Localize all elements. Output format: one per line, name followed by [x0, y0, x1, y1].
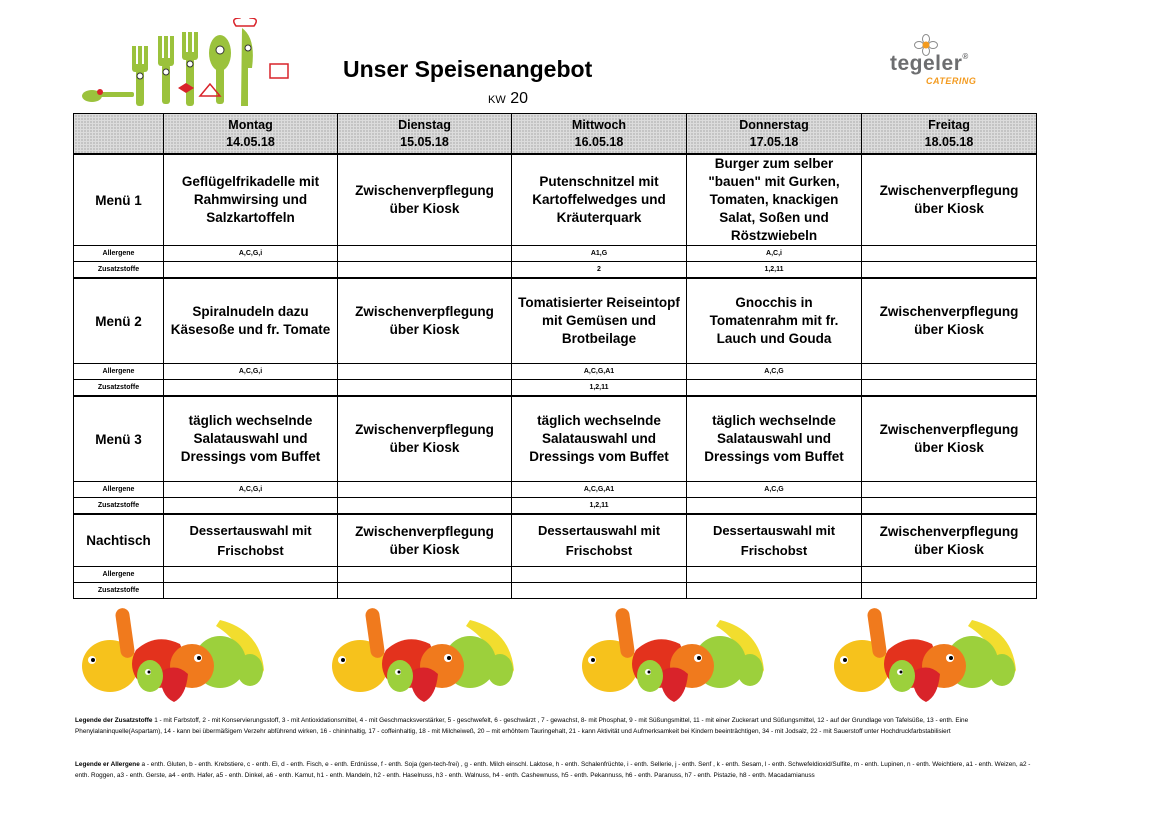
allergens-legend-text: a - enth. Gluten, b - enth. Krebstiere, c - enth. Ei, d - enth. Fisch, e - enth. Erdnüsse, f - enth. Soja (gen-tech-frei) , g - enth. Milch einschl. Laktose, h - enth. Schalenfrüchte, i - enth. Sellerie, j - enth. Senf , k - enth. Sesam, l - enth. Schwefeldioxid/Sulfite, m - enth. Lupinen, n - enth. Weichtiere, a1 - enth. Weizen, a2 - enth. Roggen, a3 - enth. Gerste, a4 - enth. Hafer, a5 - enth. Dinkel, a6 - enth. Kamut, h1 - enth. Mandeln, h2 - enth. Haselnuss, h3 - enth. Walnuss, h4 - enth. Cashewnuss, h5 - enth. Pekannuss, h6 - enth. Paranuss, h7 - enth. Pistazie, h8 - enth. Macadamianuss [75, 761, 1031, 779]
zusatzstoffe-row [74, 262, 1037, 279]
allergene-value [862, 567, 1037, 583]
fruit-group-image [320, 600, 526, 706]
zusatzstoffe-value [338, 498, 512, 515]
allergene-value: A,C,G,A1 [512, 364, 687, 380]
menu-table [73, 113, 1037, 599]
brand-name: tegeler® [890, 52, 969, 75]
dish-cell: Zwischenverpflegung über Kiosk [338, 154, 512, 246]
dish-cell: Spiralnudeln dazu Käsesoße und fr. Tomate [164, 278, 338, 364]
dish-cell: Gnocchis in Tomatenrahm mit fr. Lauch und Gouda [687, 278, 862, 364]
zusatzstoffe-value [164, 262, 338, 279]
dish-cell: Putenschnitzel mit Kartoffelwedges und Kräuterquark [512, 154, 687, 246]
allergene-value: A,C,G,A1 [512, 482, 687, 498]
calendar-week-label: KW [488, 94, 506, 106]
allergene-value: A,C,i [687, 246, 862, 262]
dish-cell: Zwischenverpflegung über Kiosk [338, 514, 512, 567]
zusatzstoffe-value [687, 380, 862, 397]
zusatzstoffe-value [338, 583, 512, 599]
dish-cell: Tomatisierter Reiseintopf mit Gemüsen und Brotbeilage [512, 278, 687, 364]
allergene-value: A,C,G [687, 364, 862, 380]
allergene-label: Allergene [74, 482, 164, 498]
zusatzstoffe-row [74, 380, 1037, 397]
dish-cell: Zwischenverpflegung über Kiosk [862, 154, 1037, 246]
allergene-value [512, 567, 687, 583]
menu-label: Nachtisch [74, 514, 164, 567]
additives-legend-text: 1 - mit Farbstoff, 2 - mit Konservierungsstoff, 3 - mit Antioxidationsmittel, 4 - mit Geschmacksverstärker, 5 - geschwefelt, 6 - geschwärzt , 7 - gewachst, 8- mit Phosphat, 9 - mit Süßungsmittel, 11 - mit einer Zuckerart und Süßungsmittel, 12 - auf der Grundlage von Tafelsüße, 13 - enth. Eine Phenylalaninquelle(Aspartam), 14 - kann bei übermäßigem Verzehr abführend wirken, 16 - chininhaltig, 17 - coffeinhaltig, 18 - mit Milcheiweß, 20 – mit erhöhtem Tauringehalt, 21 - kann Aktivität und Aufmerksamkeit bei Kindern beeinträchtigen, 34 - mit Jodsalz, 22 - mit Sauerstoff unter Hochdruckfarbstabilisiert [75, 717, 969, 735]
zusatzstoffe-value [164, 583, 338, 599]
menu-row [74, 514, 1037, 567]
dish-cell: täglich wechselnde Salatauswahl und Dressings vom Buffet [512, 396, 687, 482]
dish-cell: Zwischenverpflegung über Kiosk [862, 396, 1037, 482]
allergene-label: Allergene [74, 567, 164, 583]
dish-cell: Burger zum selber "bauen" mit Gurken, Tomaten, knackigen Salat, Soßen und Röstzwiebeln [687, 154, 862, 246]
day-header: Mittwoch 16.05.18 [512, 114, 687, 155]
zusatzstoffe-value [338, 262, 512, 279]
calendar-week-number: 20 [510, 90, 528, 107]
allergene-value [338, 246, 512, 262]
additives-legend [75, 716, 1035, 737]
tegeler-catering-logo [886, 34, 986, 90]
zusatzstoffe-value: 1,2,11 [687, 262, 862, 279]
allergene-value: A,C,G,i [164, 482, 338, 498]
dish-cell: Zwischenverpflegung über Kiosk [338, 396, 512, 482]
fruit-group-image [822, 600, 1028, 706]
dish-cell: täglich wechselnde Salatauswahl und Dressings vom Buffet [164, 396, 338, 482]
day-header: Donnerstag 17.05.18 [687, 114, 862, 155]
zusatzstoffe-label: Zusatzstoffe [74, 262, 164, 279]
allergene-value: A,C,G,i [164, 364, 338, 380]
allergene-value [338, 364, 512, 380]
zusatzstoffe-label: Zusatzstoffe [74, 583, 164, 599]
additives-legend-title: Legende der Zusatzstoffe [75, 717, 153, 724]
calendar-week [488, 90, 528, 108]
allergene-value [164, 567, 338, 583]
zusatzstoffe-value [687, 583, 862, 599]
fruit-group-image [70, 600, 276, 706]
day-header: Dienstag 15.05.18 [338, 114, 512, 155]
menu-label: Menü 2 [74, 278, 164, 364]
allergene-value [862, 246, 1037, 262]
fruit-decoration-row [70, 600, 1030, 708]
allergene-row [74, 364, 1037, 380]
fruit-group-image [570, 600, 776, 706]
allergens-legend [75, 760, 1035, 781]
allergene-row [74, 567, 1037, 583]
zusatzstoffe-value [862, 498, 1037, 515]
dish-cell: Geflügelfrikadelle mit Rahmwirsing und Salzkartoffeln [164, 154, 338, 246]
allergens-legend-title: Legende er Allergene [75, 761, 140, 768]
day-header: Freitag 18.05.18 [862, 114, 1037, 155]
zusatzstoffe-row [74, 583, 1037, 599]
day-header-row [74, 114, 1037, 155]
zusatzstoffe-value [164, 498, 338, 515]
zusatzstoffe-value: 2 [512, 262, 687, 279]
allergene-value [862, 364, 1037, 380]
header-corner [74, 114, 164, 155]
day-header: Montag 14.05.18 [164, 114, 338, 155]
menu-label: Menü 1 [74, 154, 164, 246]
allergene-row [74, 246, 1037, 262]
allergene-value [338, 567, 512, 583]
zusatzstoffe-value [862, 583, 1037, 599]
zusatzstoffe-value [338, 380, 512, 397]
allergene-row [74, 482, 1037, 498]
allergene-label: Allergene [74, 246, 164, 262]
allergene-label: Allergene [74, 364, 164, 380]
brand-subtitle: CATERING [926, 76, 977, 86]
dish-cell: Zwischenverpflegung über Kiosk [862, 514, 1037, 567]
dish-cell: Zwischenverpflegung über Kiosk [338, 278, 512, 364]
zusatzstoffe-value: 1,2,11 [512, 380, 687, 397]
allergene-value: A,C,G [687, 482, 862, 498]
dish-cell: Dessertauswahl mit Frischobst [512, 514, 687, 567]
menu-row [74, 278, 1037, 364]
allergene-value: A1,G [512, 246, 687, 262]
menu-row [74, 396, 1037, 482]
zusatzstoffe-value [512, 583, 687, 599]
zusatzstoffe-row [74, 498, 1037, 515]
allergene-value [862, 482, 1037, 498]
dish-cell: Zwischenverpflegung über Kiosk [862, 278, 1037, 364]
menu-row [74, 154, 1037, 246]
dish-cell: Dessertauswahl mit Frischobst [687, 514, 862, 567]
zusatzstoffe-value: 1,2,11 [512, 498, 687, 515]
allergene-value [687, 567, 862, 583]
zusatzstoffe-value [862, 262, 1037, 279]
zusatzstoffe-value [164, 380, 338, 397]
zusatzstoffe-label: Zusatzstoffe [74, 380, 164, 397]
dish-cell: täglich wechselnde Salatauswahl und Dressings vom Buffet [687, 396, 862, 482]
allergene-value [338, 482, 512, 498]
dish-cell: Dessertauswahl mit Frischobst [164, 514, 338, 567]
page-title: Unser Speisenangebot [343, 56, 593, 82]
zusatzstoffe-label: Zusatzstoffe [74, 498, 164, 515]
menu-label: Menü 3 [74, 396, 164, 482]
zusatzstoffe-value [862, 380, 1037, 397]
cutlery-figures-logo [70, 18, 300, 110]
zusatzstoffe-value [687, 498, 862, 515]
allergene-value: A,C,G,i [164, 246, 338, 262]
